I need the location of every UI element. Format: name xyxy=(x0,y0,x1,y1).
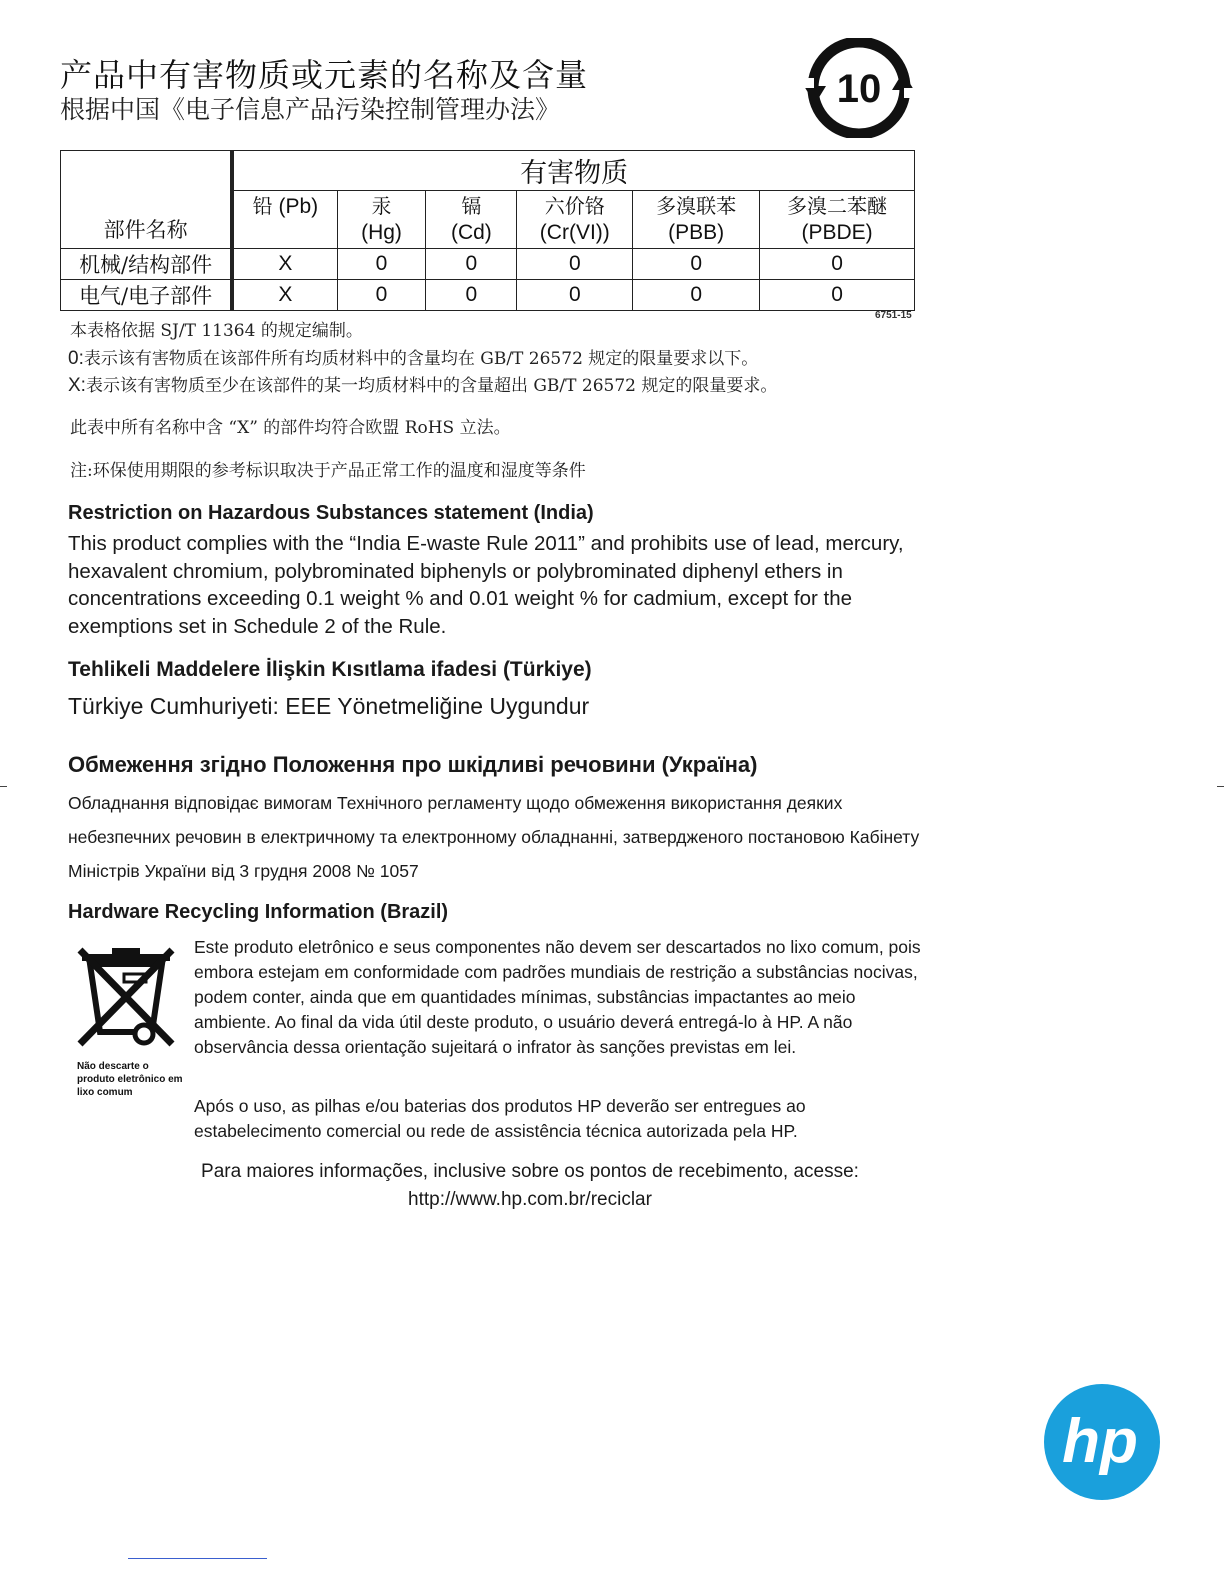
margin-tick xyxy=(0,786,7,787)
table-cell: 0 xyxy=(426,249,517,280)
table-row xyxy=(61,249,915,280)
column-header: 多溴二苯醚 (PBDE) xyxy=(760,191,915,249)
footer-rule xyxy=(128,1558,267,1559)
note-basis: 本表格依据 SJ/T 11364 的规定编制。 xyxy=(70,321,363,341)
svg-text:hp: hp xyxy=(1062,1407,1138,1476)
hp-logo xyxy=(1042,1382,1162,1502)
table-cell: 0 xyxy=(760,249,915,280)
note-x: X:表示该有害物质至少在该部件的某一均质材料中的含量超出 GB/T 26572 规定的限量要求。 xyxy=(68,375,778,396)
table-cell: X xyxy=(232,280,337,311)
table-cell: X xyxy=(232,249,337,280)
table-cell: 0 xyxy=(426,280,517,311)
table-cell: 0 xyxy=(633,280,760,311)
bin-caption: Não descarte o produto eletrônico em lixo comum xyxy=(77,1061,183,1098)
india-body: This product complies with the “India E-waste Rule 2011” and prohibits use of lead, mercury, hexavalent chromium, polybrominated biphenyls or polybrominated diphenyl ethers in concentrations exceeding 0.1 weight % and 0.01 weight % for cadmium, except for the exemptions set in Schedule 2 of the Rule. xyxy=(68,532,904,638)
document-code: 6751-15 xyxy=(875,310,912,321)
recycle-url-link[interactable]: http://www.hp.com.br/reciclar xyxy=(408,1189,652,1210)
column-header: 六价铬 (Cr(VI)) xyxy=(517,191,633,249)
column-header: 铅 (Pb) xyxy=(232,191,337,249)
turkey-heading: Tehlikeli Maddelere İlişkin Kısıtlama ifadesi (Türkiye) xyxy=(68,658,592,681)
part-name: 机械/结构部件 xyxy=(61,249,233,280)
margin-tick xyxy=(1217,786,1224,787)
column-header: 镉 (Cd) xyxy=(426,191,517,249)
part-name: 电气/电子部件 xyxy=(61,280,233,311)
note-rohs: 此表中所有名称中含 “X” 的部件均符合欧盟 RoHS 立法。 xyxy=(70,418,511,438)
india-heading: Restriction on Hazardous Substances statement (India) xyxy=(68,502,594,524)
brazil-more-info xyxy=(160,1158,900,1214)
more-info-text: Para maiores informações, inclusive sobre os pontos de recebimento, acesse: xyxy=(201,1161,859,1182)
badge-number: 10 xyxy=(836,67,882,111)
brazil-heading: Hardware Recycling Information (Brazil) xyxy=(68,901,449,923)
brazil-paragraph-2: Após o uso, as pilhas e/ou baterias dos produtos HP deverão ser entregues ao estabelecimento comercial ou rede de assistência técnica autorizada pela HP. xyxy=(194,1096,806,1141)
table-cell: 0 xyxy=(517,249,633,280)
china-title: 产品中有害物质或元素的名称及含量 xyxy=(60,56,589,94)
table-cell: 0 xyxy=(337,280,426,311)
turkey-body: Türkiye Cumhuriyeti: EEE Yönetmeliğine Uygundur xyxy=(68,693,590,719)
ukraine-body: Обладнання відповідає вимогам Технічного регламенту щодо обмеження використання деяких небезпечних речовин в електричному та електронному обладнанні, затвердженого постановою Кабінету Міністрів України від 3 грудня 2008 № 1057 xyxy=(68,793,920,881)
column-header: 多溴联苯 (PBB) xyxy=(633,191,760,249)
table-main-header: 有害物质 xyxy=(232,151,914,191)
ukraine-heading: Обмеження згідно Положення про шкідливі речовини (Україна) xyxy=(68,752,758,777)
column-header: 汞 (Hg) xyxy=(337,191,426,249)
hazardous-substance-table xyxy=(60,150,915,311)
table-corner-label: 部件名称 xyxy=(61,151,233,249)
note-zero: 0:表示该有害物质在该部件所有均质材料中的含量均在 GB/T 26572 规定的限量要求以下。 xyxy=(68,348,759,369)
crossed-out-bin-icon xyxy=(74,944,178,1054)
table-cell: 0 xyxy=(517,280,633,311)
note-period: 注:环保使用期限的参考标识取决于产品正常工作的温度和湿度等条件 xyxy=(70,461,586,481)
table-cell: 0 xyxy=(633,249,760,280)
table-cell: 0 xyxy=(760,280,915,311)
brazil-paragraph-1: Este produto eletrônico e seus componentes não devem ser descartados no lixo comum, pois embora estejam em conformidade com padrões mundiais de restrição a substâncias nocivas, podem conter, ainda que em quantidades mínimas, substâncias impactantes ao meio ambiente. Ao final da vida útil deste produto, o usuário deverá entregá-lo à HP. A não observância dessa orientação sujeitará o infrator às sanções previstas em lei. xyxy=(194,937,921,1057)
table-row xyxy=(61,280,915,311)
table-cell: 0 xyxy=(337,249,426,280)
environment-protection-period-icon xyxy=(804,38,914,138)
china-subtitle: 根据中国《电子信息产品污染控制管理办法》 xyxy=(60,95,561,124)
